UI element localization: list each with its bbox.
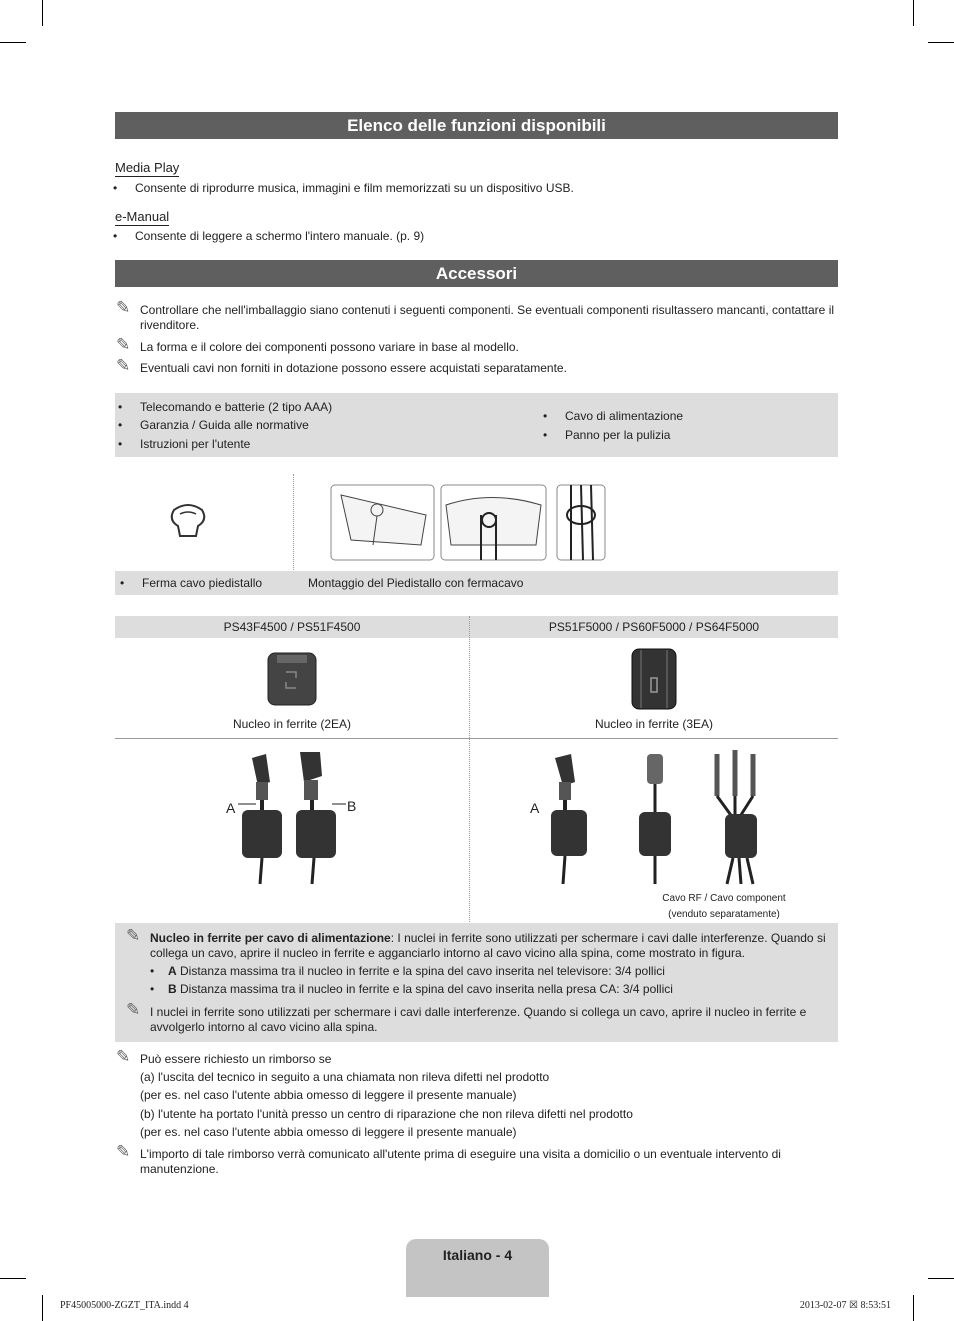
ferrite-core-small-illustration bbox=[267, 652, 317, 706]
list-item-label: Telecomando e batterie (2 tipo AAA) bbox=[140, 400, 333, 414]
page-number-tab bbox=[406, 1239, 549, 1297]
emanual-title: e-Manual bbox=[115, 209, 170, 224]
note-text: Controllare che nell'imballaggio siano contenuti i seguenti componenti. Se eventuali componenti risultassero mancanti, contattare il rivenditore. bbox=[140, 303, 835, 332]
stand-assembly-illustration bbox=[331, 485, 606, 561]
note-text: : I nuclei in ferrite sono utilizzati per schermare i cavi dalle interferenze. Quando si collega un cavo, aprire il nucleo in ferrite e agganciarlo intorno al cavo vicino alla spina, come mostrato in figura. bbox=[150, 931, 826, 960]
rf-caption-line2: (venduto separatamente) bbox=[668, 909, 780, 920]
accessory-note bbox=[116, 298, 840, 333]
list-item: • Istruzioni per l'utente bbox=[118, 437, 251, 451]
ferrite-bullet-a: • A Distanza massima tra il nucleo in ferrite e la spina del cavo inserita nel televisore: 3/4 pollici bbox=[150, 964, 665, 978]
list-item: • Panno per la pulizia bbox=[543, 428, 671, 442]
emanual-text: Consente di leggere a schermo l'intero manuale. (p. 9) bbox=[135, 229, 425, 243]
media-play-title: Media Play bbox=[115, 160, 180, 175]
stand-holder-caption: • Ferma cavo piedistallo bbox=[120, 576, 263, 590]
crop-mark bbox=[913, 0, 914, 26]
ferrite-core-large-illustration bbox=[631, 648, 677, 710]
power-cable-ferrite-illustration bbox=[238, 752, 343, 884]
rf-caption-line1: Cavo RF / Cavo component bbox=[662, 893, 786, 904]
list-item: • Garanzia / Guida alle normative bbox=[118, 418, 309, 432]
table-divider bbox=[469, 616, 470, 922]
assembly-caption: Montaggio del Piedistallo con fermacavo bbox=[308, 576, 524, 590]
pencil-note-icon: ✎ bbox=[116, 298, 131, 317]
cable-holder-illustration bbox=[168, 500, 210, 542]
note-text: Eventuali cavi non forniti in dotazione possono essere acquistati separatamente. bbox=[140, 361, 567, 375]
refund-line: (per es. nel caso l'utente abbia omesso di leggere il presente manuale) bbox=[140, 1125, 517, 1139]
label-a: A bbox=[226, 800, 236, 816]
divider bbox=[293, 474, 294, 570]
pencil-note-icon: ✎ bbox=[116, 335, 131, 354]
list-item-label: Istruzioni per l'utente bbox=[140, 437, 251, 451]
pencil-note-icon: ✎ bbox=[116, 1047, 131, 1066]
page-label: Italiano - 4 bbox=[442, 1247, 513, 1263]
ferrite-bullet-b: • B Distanza massima tra il nucleo in ferrite e la spina del cavo inserita nella presa CA: 3/4 pollici bbox=[150, 982, 673, 996]
crop-mark bbox=[0, 42, 26, 43]
pencil-note-icon: ✎ bbox=[116, 1142, 131, 1161]
refund-line: (per es. nel caso l'utente abbia omesso di leggere il presente manuale) bbox=[140, 1088, 517, 1102]
crop-mark bbox=[928, 1278, 954, 1279]
table-row-divider bbox=[115, 738, 838, 739]
table-header-col2: PS51F5000 / PS60F5000 / PS64F5000 bbox=[548, 620, 760, 634]
footer-timestamp: 2013-02-07 ☒ 8:53:51 bbox=[799, 1300, 891, 1311]
ferrite-caption-col2: Nucleo in ferrite (3EA) bbox=[594, 717, 714, 731]
bullet-text: Distanza massima tra il nucleo in ferrite e la spina del cavo inserita nel televisore: 3/4 pollici bbox=[176, 964, 665, 978]
bullet-text: Distanza massima tra il nucleo in ferrite e la spina del cavo inserita nella presa CA: 3/4 pollici bbox=[176, 982, 673, 996]
ferrite-caption-col1: Nucleo in ferrite (2EA) bbox=[232, 717, 352, 731]
table-header-col1: PS43F4500 / PS51F4500 bbox=[223, 620, 361, 634]
crop-mark bbox=[913, 1295, 914, 1321]
media-play-bullet: • Consente di riprodurre musica, immagini e film memorizzati su un dispositivo USB. bbox=[113, 181, 574, 195]
note-bold: Nucleo in ferrite per cavo di alimentazione bbox=[150, 931, 391, 945]
functions-heading: Elenco delle funzioni disponibili bbox=[115, 112, 838, 139]
refund-line: (b) l'utente ha portato l'unità presso un centro di riparazione che non rileva difetti nel prodotto bbox=[140, 1107, 633, 1121]
pencil-note-icon: ✎ bbox=[126, 926, 141, 945]
accessory-note bbox=[116, 356, 840, 376]
list-item-label: Cavo di alimentazione bbox=[565, 409, 684, 423]
emanual-bullet: • Consente di leggere a schermo l'intero manuale. (p. 9) bbox=[113, 229, 425, 243]
list-item: • Telecomando e batterie (2 tipo AAA) bbox=[118, 400, 333, 414]
ferrite-note bbox=[126, 926, 830, 961]
list-item: • Cavo di alimentazione bbox=[543, 409, 684, 423]
bullet-bold: A bbox=[168, 964, 177, 978]
bullet-bold: B bbox=[168, 982, 177, 996]
ferrite-note bbox=[126, 1000, 830, 1035]
label-a: A bbox=[530, 800, 540, 816]
note-text: L'importo di tale rimborso verrà comunicato all'utente prima di eseguire una visita a domicilio o un eventuale intervento di manutenzione. bbox=[140, 1147, 781, 1176]
note-text: Può essere richiesto un rimborso se bbox=[140, 1052, 332, 1066]
refund-line: (a) l'uscita del tecnico in seguito a una chiamata non rileva difetti nel prodotto bbox=[140, 1070, 550, 1084]
crop-mark bbox=[928, 42, 954, 43]
accessory-note bbox=[116, 335, 840, 355]
crop-mark bbox=[0, 1278, 26, 1279]
crop-mark bbox=[42, 1295, 43, 1321]
refund-note bbox=[116, 1142, 830, 1177]
refund-note bbox=[116, 1047, 840, 1067]
caption-text: Ferma cavo piedistallo bbox=[142, 576, 263, 590]
list-item-label: Garanzia / Guida alle normative bbox=[140, 418, 309, 432]
label-b: B bbox=[347, 798, 357, 814]
pencil-note-icon: ✎ bbox=[126, 1000, 141, 1019]
note-text: La forma e il colore dei componenti possono variare in base al modello. bbox=[140, 340, 519, 354]
accessories-heading: Accessori bbox=[115, 260, 838, 287]
note-text: I nuclei in ferrite sono utilizzati per schermare i cavi dalle interferenze. Quando si collega un cavo, aprire il nucleo in ferrite e avvolgerlo intorno al cavo vicino alla spina. bbox=[150, 1005, 807, 1034]
cables-ferrite-illustration bbox=[543, 748, 773, 884]
pencil-note-icon: ✎ bbox=[116, 356, 131, 375]
media-play-text: Consente di riprodurre musica, immagini e film memorizzati su un dispositivo USB. bbox=[135, 181, 574, 195]
crop-mark bbox=[42, 0, 43, 26]
footer-filename: PF45005000-ZGZT_ITA.indd 4 bbox=[60, 1300, 189, 1311]
list-item-label: Panno per la pulizia bbox=[565, 428, 671, 442]
